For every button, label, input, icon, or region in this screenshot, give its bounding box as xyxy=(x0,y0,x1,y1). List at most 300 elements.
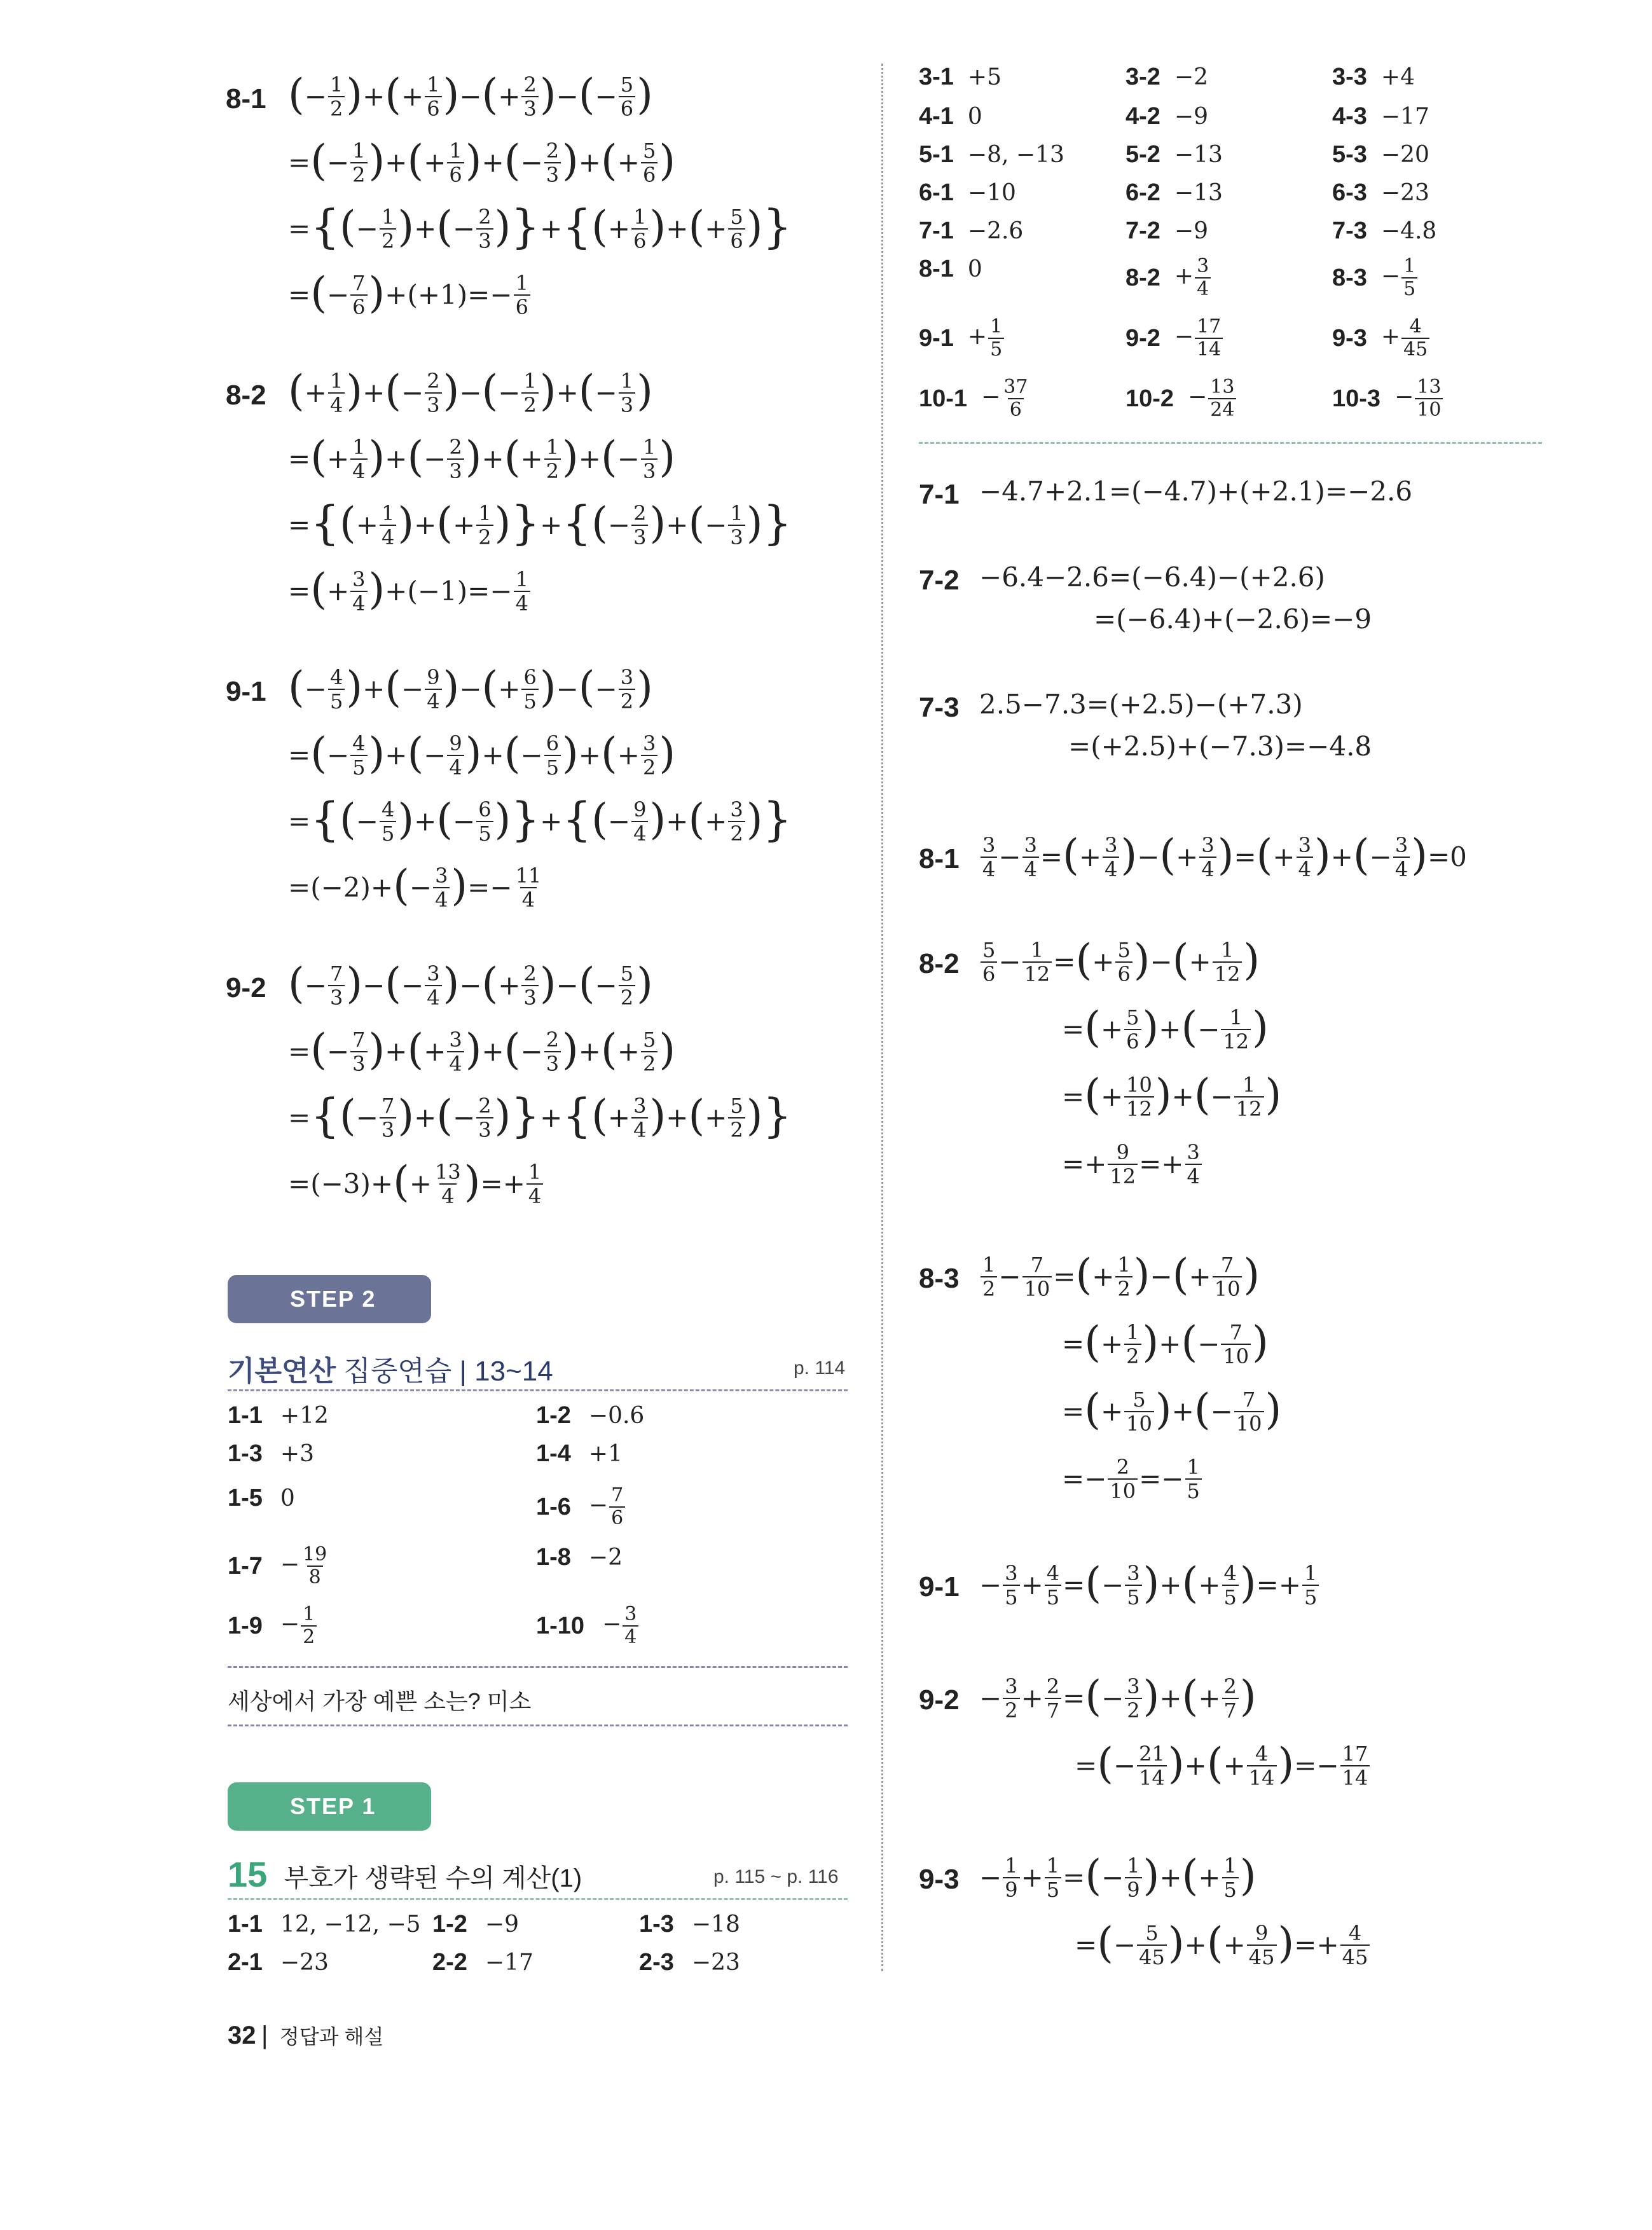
solution-line xyxy=(288,130,792,196)
math-text: − xyxy=(979,1683,1002,1714)
fraction: $\frac{9}{4}$ xyxy=(425,666,441,713)
math-text: + xyxy=(481,1036,504,1067)
fraction: $\frac{7}{3}$ xyxy=(328,962,345,1009)
step2-answer xyxy=(228,1402,329,1429)
math-text: − xyxy=(556,673,579,705)
grid-answer xyxy=(1125,316,1224,361)
fraction: $\frac{3}{4}$ xyxy=(1022,834,1039,881)
math-text: + xyxy=(414,1102,437,1133)
answer-label: 1-2 xyxy=(432,1911,467,1937)
paren: ) xyxy=(1243,1250,1260,1300)
fraction: $\frac{1}{4}$ xyxy=(328,369,345,416)
paren: ( xyxy=(481,959,499,1008)
answer-label: 10-2 xyxy=(1125,385,1174,412)
brace: } xyxy=(762,199,792,253)
paren: ) xyxy=(1143,1851,1160,1901)
solution-label: 7-2 xyxy=(919,565,960,596)
fraction: 5 6 xyxy=(981,939,997,986)
grid-answer xyxy=(1125,179,1223,207)
math-text: −8, −13 xyxy=(967,141,1064,168)
fraction: $\frac{1}{3}$ xyxy=(619,369,635,416)
answer-value xyxy=(280,1604,318,1648)
paren: ) xyxy=(457,279,468,310)
solution-line xyxy=(979,1131,1281,1198)
paren: ( xyxy=(436,795,453,844)
fraction: $\frac{10}{12}$ xyxy=(1124,1073,1154,1120)
solution-label: 8-3 xyxy=(919,1263,960,1294)
math-text: − xyxy=(556,81,579,112)
brace: } xyxy=(762,792,792,846)
paren: ) xyxy=(746,202,763,252)
fraction: $\frac{2}{7}$ xyxy=(1045,1675,1061,1722)
math-text: − xyxy=(401,970,424,1001)
answer-label: 7-3 xyxy=(1332,217,1367,244)
math-text: = xyxy=(288,1102,311,1133)
answer-label: 5-3 xyxy=(1332,141,1367,168)
paren: ) xyxy=(746,795,763,844)
math-text: − xyxy=(556,970,579,1001)
paren: ) xyxy=(1299,603,1310,635)
right-solution-8-2 xyxy=(919,928,1281,1198)
grid-answer xyxy=(919,376,1031,421)
fraction: $\frac{2}{10}$ xyxy=(1108,1456,1138,1503)
math-text: + xyxy=(1188,1261,1211,1292)
paren: ) xyxy=(659,432,676,482)
paren: ) xyxy=(494,1091,511,1141)
math-text: +2.1 xyxy=(1249,476,1315,507)
solution-line xyxy=(288,1019,792,1085)
solution-line xyxy=(979,471,1412,513)
paren: ( xyxy=(1181,1672,1199,1721)
fraction: $\frac{7}{6}$ xyxy=(350,272,367,319)
math-text: + xyxy=(617,740,640,771)
paren: ) xyxy=(1167,1918,1185,1968)
math-text: = xyxy=(288,1036,311,1067)
math-text: −2.6 xyxy=(1234,603,1300,635)
math-text: =− xyxy=(467,575,513,607)
math-text: + xyxy=(355,509,378,540)
math-text: + xyxy=(1223,1750,1246,1781)
math-text: + xyxy=(617,147,640,178)
paren: ) xyxy=(368,268,385,318)
answer-label: 8-2 xyxy=(1125,264,1160,291)
solution-label: 7-1 xyxy=(919,479,960,510)
answer-label: 10-1 xyxy=(919,385,968,412)
math-text: + xyxy=(385,575,408,607)
paren: ( xyxy=(1097,1918,1113,1968)
math-text: − xyxy=(588,1492,609,1518)
answer-value xyxy=(1380,103,1429,130)
step2-title xyxy=(228,1348,553,1389)
step1-answer xyxy=(228,1911,421,1938)
answer-label: 2-3 xyxy=(639,1949,674,1976)
math-text: + xyxy=(414,806,437,837)
math-text: + xyxy=(362,673,385,705)
answer-value xyxy=(588,1402,645,1429)
math-text: +5 xyxy=(967,64,1002,90)
math-text: − xyxy=(1210,1081,1233,1112)
paren: ( xyxy=(578,663,595,712)
step2-title-bold: 기본연산 xyxy=(228,1356,336,1387)
solution-line xyxy=(979,996,1281,1063)
math-text: − xyxy=(1150,946,1173,977)
paren: ) xyxy=(346,663,363,712)
math-text: −13 xyxy=(1174,179,1223,206)
fraction: $\frac{4}{5}$ xyxy=(1222,1562,1239,1609)
math-text: + xyxy=(1092,1261,1115,1292)
math-text: =0 xyxy=(1427,841,1467,872)
answer-label: 2-1 xyxy=(228,1949,263,1976)
math-text: −6.4−2.6= xyxy=(979,561,1132,593)
answer-label: 6-2 xyxy=(1125,179,1160,206)
fraction: $\frac{1}{2}$ xyxy=(301,1604,317,1648)
fraction: $\frac{7}{3}$ xyxy=(380,1094,396,1141)
paren: ( xyxy=(340,795,356,844)
paren: ) xyxy=(1142,1318,1159,1367)
paren: ( xyxy=(1116,603,1127,635)
fraction: $\frac{3}{4}$ xyxy=(350,568,367,615)
math-text: − xyxy=(459,377,482,408)
math-text: − xyxy=(981,384,1001,410)
fraction: $\frac{1}{4}$ xyxy=(380,502,396,549)
grid-answer xyxy=(919,316,1005,361)
fraction: $\frac{37}{6}$ xyxy=(1003,376,1028,421)
math-text: = xyxy=(1062,1328,1085,1359)
math-text: = xyxy=(288,443,311,474)
math-text: =− xyxy=(1139,1463,1184,1494)
answer-value xyxy=(589,1485,626,1529)
note-top-divider xyxy=(228,1666,848,1668)
answer-value xyxy=(967,141,1064,168)
math-text: − xyxy=(979,1862,1002,1893)
answer-value xyxy=(1174,103,1208,130)
paren: ) xyxy=(1120,830,1138,880)
math-text: + xyxy=(481,740,504,771)
math-text: −2 xyxy=(1174,64,1208,90)
footer-separator: | xyxy=(261,2021,268,2049)
fraction: $\frac{11}{4}$ xyxy=(515,864,542,912)
answer-value xyxy=(967,179,1016,206)
math-text: +12 xyxy=(280,1402,329,1429)
math-text: − xyxy=(1380,263,1401,289)
math-text: =− xyxy=(467,872,513,903)
answer-label: 1-8 xyxy=(536,1544,571,1571)
solution-line xyxy=(288,953,792,1019)
math-text: −10 xyxy=(967,179,1016,206)
brace: { xyxy=(310,792,340,846)
math-text: + xyxy=(1092,946,1115,977)
fraction: 1 2 xyxy=(981,1253,997,1300)
answer-value xyxy=(1174,66,1208,89)
math-text: 0 xyxy=(967,103,982,130)
paren: ) xyxy=(1155,1070,1172,1120)
math-text: −9 xyxy=(1174,103,1208,130)
math-text: + xyxy=(385,279,408,310)
math-text: + xyxy=(385,1036,408,1067)
paren: ( xyxy=(1084,1385,1101,1435)
page-footer xyxy=(228,2021,383,2050)
fraction: $\frac{6}{5}$ xyxy=(521,666,538,713)
math-text: + xyxy=(1171,1081,1194,1112)
paren: ) xyxy=(465,432,482,482)
paren: ) xyxy=(1239,1672,1256,1721)
fraction: $\frac{4}{14}$ xyxy=(1247,1742,1277,1789)
fraction: $\frac{3}{4}$ xyxy=(1195,256,1211,300)
answer-label: 1-1 xyxy=(228,1402,263,1429)
grid-answer xyxy=(1125,217,1208,245)
paren: ( xyxy=(1084,1070,1101,1120)
math-text: − xyxy=(362,970,385,1001)
math-text: −4.7+2.1= xyxy=(979,476,1132,507)
solution-line xyxy=(288,426,792,492)
paren: ) xyxy=(1206,561,1217,593)
answer-label: 1-1 xyxy=(228,1911,263,1937)
paren: ( xyxy=(1172,935,1189,985)
math-text: + xyxy=(1174,263,1194,289)
solution-line xyxy=(288,1085,792,1151)
right-solution-7-2 xyxy=(919,556,1372,640)
answer-label: 4-1 xyxy=(919,103,954,130)
paren: ) xyxy=(346,959,363,1008)
fraction: $\frac{1}{3}$ xyxy=(641,436,657,483)
math-text: + xyxy=(578,443,601,474)
math-text: − xyxy=(453,1102,476,1133)
grid-answer xyxy=(1125,141,1223,169)
paren: ( xyxy=(310,432,327,482)
paren: ( xyxy=(1181,1318,1198,1367)
solution-label: 9-3 xyxy=(919,1864,960,1895)
solution-label: 8-1 xyxy=(919,843,960,874)
footer-text: 정답과 해설 xyxy=(279,2025,384,2048)
paren: ) xyxy=(397,202,415,252)
math-text: − xyxy=(1174,324,1194,350)
paren: ) xyxy=(1133,935,1150,985)
math-text: =− xyxy=(467,279,513,310)
math-text: =+ xyxy=(1139,1148,1184,1180)
step2-badge: STEP 2 xyxy=(228,1275,431,1323)
solution-line xyxy=(979,1665,1371,1732)
math-text: + xyxy=(705,1102,727,1133)
paren: ( xyxy=(1097,1739,1113,1789)
math-text: + xyxy=(1184,1929,1207,1960)
grid-answer xyxy=(919,103,982,130)
paren: ( xyxy=(385,366,402,416)
math-text: − xyxy=(280,1611,300,1637)
answer-value xyxy=(280,1440,314,1467)
step1-title-text: 부호가 생략된 수의 계산(1) xyxy=(284,1864,582,1892)
grid-answer xyxy=(919,217,1023,245)
answer-value xyxy=(968,258,982,281)
fraction: $\frac{7}{6}$ xyxy=(609,1485,625,1529)
math-text: + xyxy=(1171,1396,1194,1427)
step2-note: 세상에서 가장 예쁜 소는? 미소 xyxy=(228,1688,532,1714)
fraction: $\frac{17}{14}$ xyxy=(1195,316,1223,361)
fraction: $\frac{5}{6}$ xyxy=(728,205,745,252)
paren: ) xyxy=(1143,1672,1160,1721)
paren: ) xyxy=(1167,1739,1185,1789)
answer-value xyxy=(1380,179,1429,206)
math-text: + xyxy=(578,740,601,771)
paren: ) xyxy=(1239,1559,1256,1608)
math-text: = xyxy=(288,740,311,771)
paren: ( xyxy=(504,136,521,186)
fraction: $\frac{7}{10}$ xyxy=(1234,1388,1264,1435)
paren: ) xyxy=(346,366,363,416)
answer-value xyxy=(1174,316,1224,361)
paren: ( xyxy=(504,432,521,482)
grid-divider xyxy=(919,442,1542,444)
math-text: + xyxy=(607,1102,631,1133)
math-text: + xyxy=(370,872,394,903)
solution-label: 9-1 xyxy=(226,676,266,707)
paren: ) xyxy=(465,1025,482,1075)
brace: } xyxy=(762,495,792,549)
step2-title-rest: 집중연습 | 13~14 xyxy=(336,1356,553,1387)
math-text: − xyxy=(595,970,617,1001)
grid-answer xyxy=(919,256,982,283)
paren: ) xyxy=(1133,1250,1150,1300)
brace: { xyxy=(562,495,592,549)
answer-value xyxy=(692,1913,740,1936)
math-text: − xyxy=(1197,1328,1220,1359)
paren: ( xyxy=(1172,1250,1189,1300)
math-text: − xyxy=(979,1569,1002,1600)
math-text: − xyxy=(459,81,482,112)
fraction: $\frac{1}{2}$ xyxy=(521,369,538,416)
paren: ) xyxy=(1411,830,1428,880)
fraction: $\frac{2}{3}$ xyxy=(425,369,441,416)
right-solution-9-3 xyxy=(919,1844,1371,1979)
paren: ) xyxy=(562,432,579,482)
math-text: + xyxy=(1198,1862,1221,1893)
solution-line xyxy=(979,598,1372,640)
math-text: = xyxy=(1062,1081,1085,1112)
fraction: $\frac{13}{24}$ xyxy=(1208,376,1236,421)
paren: ) xyxy=(637,366,653,416)
paren: ( xyxy=(1075,1250,1092,1300)
answer-label: 3-1 xyxy=(919,64,954,90)
paren: ( xyxy=(1181,1559,1199,1608)
math-text: + xyxy=(401,81,424,112)
paren: ( xyxy=(504,1025,521,1075)
math-text: − xyxy=(602,1611,622,1637)
paren: ) xyxy=(1191,603,1202,635)
math-text: + xyxy=(1159,1683,1182,1714)
math-text: − xyxy=(326,279,350,310)
fraction: $\frac{1}{4}$ xyxy=(514,568,530,615)
math-text: + xyxy=(540,1102,563,1133)
paren: ) xyxy=(637,663,653,712)
answer-label: 10-3 xyxy=(1332,385,1381,412)
math-text: − xyxy=(998,841,1021,872)
math-text: −9 xyxy=(1174,217,1208,244)
math-text: − xyxy=(326,147,350,178)
answer-label: 1-10 xyxy=(536,1612,585,1639)
fraction: $\frac{1}{3}$ xyxy=(728,502,745,549)
right-solution-9-2 xyxy=(919,1665,1371,1800)
math-text: − xyxy=(998,946,1021,977)
answer-label: 5-2 xyxy=(1125,141,1160,168)
solution-line xyxy=(979,1445,1281,1513)
math-text: − xyxy=(326,1036,350,1067)
answer-value xyxy=(280,1544,330,1588)
paren: ( xyxy=(688,202,705,252)
math-text: − xyxy=(401,377,424,408)
fraction: $\frac{2}{7}$ xyxy=(1222,1675,1239,1722)
paren: ( xyxy=(481,366,499,416)
math-text: − xyxy=(520,147,543,178)
math-text: =− xyxy=(1062,1463,1107,1494)
fraction: $\frac{5}{6}$ xyxy=(641,139,657,186)
paren: ( xyxy=(578,70,595,120)
step2-answer xyxy=(228,1440,314,1468)
answer-value xyxy=(589,1546,623,1569)
fraction: $\frac{3}{4}$ xyxy=(1393,834,1410,881)
math-text: + xyxy=(1176,731,1199,762)
fraction: $\frac{5}{45}$ xyxy=(1137,1922,1167,1969)
answer-label: 1-3 xyxy=(228,1440,263,1467)
paren: ) xyxy=(368,1025,385,1075)
solution-label: 9-2 xyxy=(919,1684,960,1716)
fraction: $\frac{1}{5}$ xyxy=(1045,1854,1061,1901)
grid-answer xyxy=(1332,376,1444,421)
math-text: −18 xyxy=(691,1911,740,1937)
step1-number: 15 xyxy=(228,1854,268,1894)
fraction: $\frac{2}{3}$ xyxy=(447,436,464,483)
math-text: −4.8 xyxy=(1380,217,1437,244)
paren: ( xyxy=(310,1168,321,1199)
paren: ) xyxy=(397,795,415,844)
paren: ) xyxy=(1206,476,1217,507)
math-text: − xyxy=(401,673,424,705)
fraction: $\frac{4}{5}$ xyxy=(328,666,345,713)
paren: ( xyxy=(340,202,356,252)
math-text: +2.5 xyxy=(1101,731,1166,762)
solution-label: 9-1 xyxy=(919,1571,960,1602)
fraction: $\frac{3}{4}$ xyxy=(631,1094,648,1141)
paren: ( xyxy=(1085,1672,1102,1721)
math-text: =−4.8 xyxy=(1284,731,1372,762)
paren: ( xyxy=(340,499,356,548)
math-text: + xyxy=(1159,1328,1181,1359)
math-text: + xyxy=(498,81,521,112)
answer-label: 4-2 xyxy=(1125,103,1160,130)
paren: ) xyxy=(562,1025,579,1075)
math-text: − xyxy=(304,673,327,705)
math-text: + xyxy=(578,147,601,178)
answer-label: 9-2 xyxy=(1125,324,1160,352)
solution-line xyxy=(979,1844,1371,1911)
solution-line xyxy=(288,360,792,426)
fraction: $\frac{3}{4}$ xyxy=(1297,834,1313,881)
paren: ( xyxy=(1239,561,1250,593)
math-text: + xyxy=(1078,841,1102,872)
solution-line xyxy=(979,1063,1281,1131)
paren: ) xyxy=(649,499,666,548)
math-text: +3 xyxy=(280,1440,314,1467)
math-text: − xyxy=(1197,1014,1220,1045)
answer-label: 3-3 xyxy=(1332,64,1367,90)
fraction: $\frac{2}{3}$ xyxy=(544,139,561,186)
grid-answer xyxy=(919,64,1002,91)
math-text: = xyxy=(1062,1014,1085,1045)
answer-value xyxy=(968,66,1002,89)
paren: ) xyxy=(1184,689,1195,720)
brace: { xyxy=(562,199,592,253)
paren: ) xyxy=(443,70,460,120)
fraction: $\frac{3}{4}$ xyxy=(1103,834,1119,881)
paren: ( xyxy=(310,136,327,186)
